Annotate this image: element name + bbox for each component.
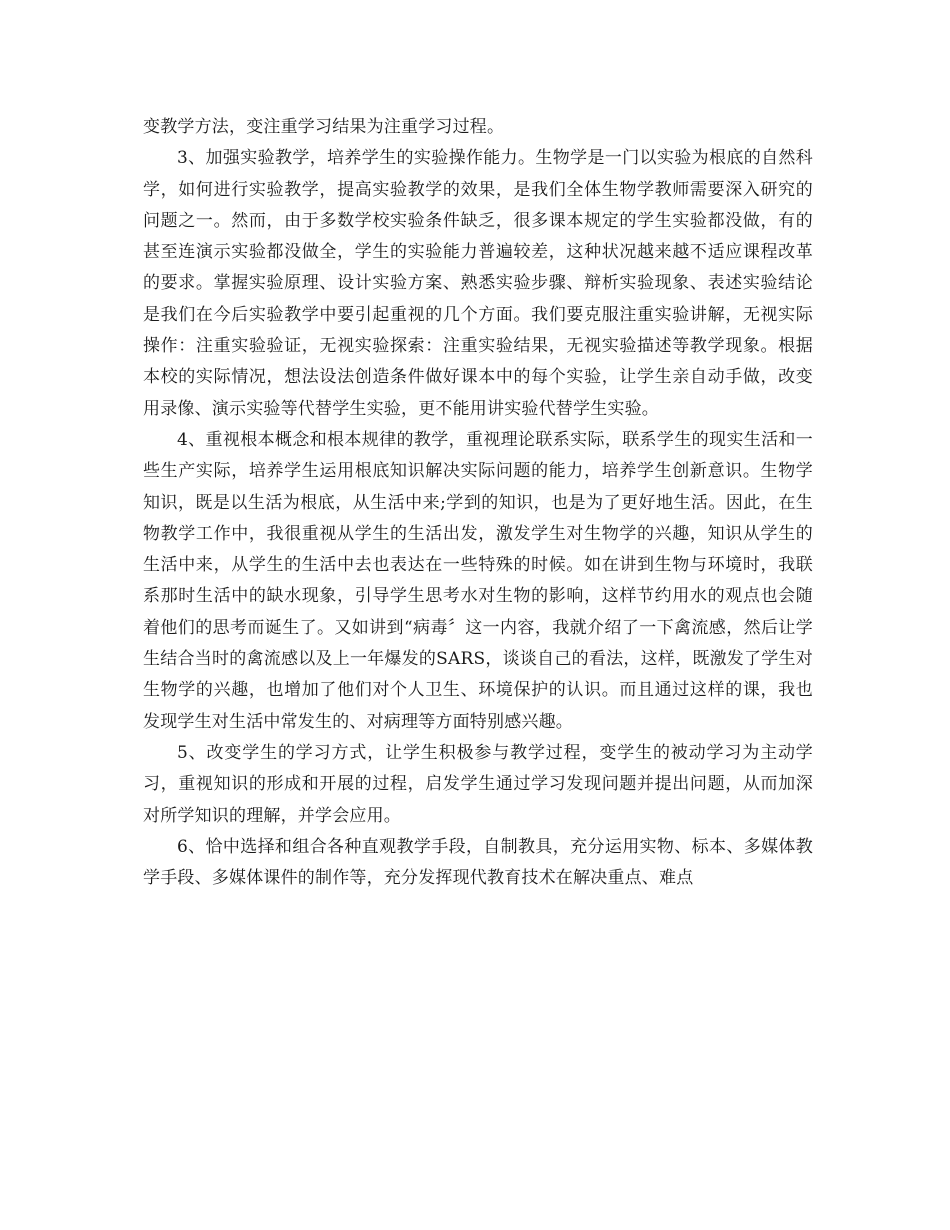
paragraph-item-4-concepts-and-practice: 4、重视根本概念和根本规律的教学，重视理论联系实际，联系学生的现实生活和一些生产实际，培养学生运用根底知识解决实际问题的能力，培养学生创新意识。生物学知识，既是以生活为根底，从生活中来;学到的知识，也是为了更好地生活。因此，在生物教学工作中，我很重视从学生的生活出发，激发学生对生物学的兴趣，知识从学生的生活中来，从学生的生活中去也表达在一些特殊的时候。如在讲到生物与环境时，我联系那时生活中的缺水现象，引导学生思考水对生物的影响，这样节约用水的观点也会随着他们的思考而诞生了。又如讲到“病毒〞这一内容，我就介绍了一下禽流感，然后让学生结合当时的禽流感以及上一年爆发的SARS，谈谈自己的看法，这样，既激发了学生对生物学的兴趣，也增加了他们对个人卫生、环境保护的认识。而且通过这样的课，我也发现学生对生活中常发生的、对病理等方面特别感兴趣。 xyxy=(143,429,813,732)
paragraph-item-3-experiment-teaching: 3、加强实验教学，培养学生的实验操作能力。生物学是一门以实验为根底的自然科学，如何进行实验教学，提高实验教学的效果，是我们全体生物学教师需要深入研究的问题之一。然而，由于多数学校实验条件缺乏，很多课本规定的学生实验都没做，有的甚至连演示实验都没做全，学生的实验能力普遍较差，这种状况越来越不适应课程改革的要求。掌握实验原理、设计实验方案、熟悉实验步骤、辩析实验现象、表述实验结论是我们在今后实验教学中要引起重视的几个方面。我们要克服注重实验讲解，无视实际操作：注重实验验证，无视实验探索：注重实验结果，无视实验描述等教学现象。根据本校的实际情况，想法设法创造条件做好课本中的每个实验，让学生亲自动手做，改变用录像、演示实验等代替学生实验，更不能用讲实验代替学生实验。 xyxy=(143,148,813,419)
paragraph-item-6-teaching-aids: 6、恰中选择和组合各种直观教学手段，自制教具，充分运用实物、标本、多媒体教学手段、多媒体课件的制作等，充分发挥现代教育技术在解决重点、难点 xyxy=(143,836,813,889)
document-body xyxy=(143,112,813,894)
paragraph-item-5-learning-methods: 5、改变学生的学习方式，让学生积极参与教学过程，变学生的被动学习为主动学习，重视知识的形成和开展的过程，启发学生通过学习发现问题并提出问题，从而加深对所学知识的理解，并学会应用。 xyxy=(143,742,813,826)
paragraph-continuation: 变教学方法，变注重学习结果为注重学习过程。 xyxy=(143,117,505,137)
